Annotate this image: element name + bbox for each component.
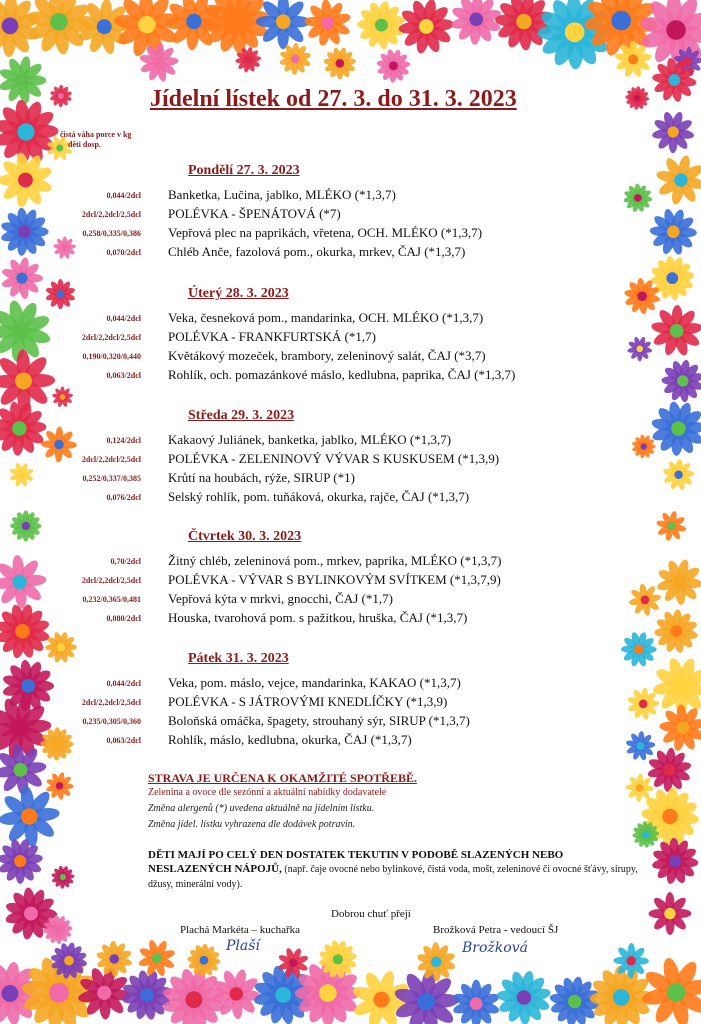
- menu-row: [0, 432, 701, 450]
- portion-size: 0,044/2dcl: [106, 191, 141, 200]
- portion-size: 0,190/0,320/0,440: [82, 352, 141, 361]
- portion-size: 2dcl/2,2dcl/2,5dcl: [81, 210, 141, 219]
- weight-note-line1: čistá váha porce v kg: [60, 130, 132, 139]
- menu-row: [0, 367, 701, 385]
- menu-row: [0, 244, 701, 262]
- menu-row: [0, 553, 701, 571]
- dish-text: Vepřová plec na paprikách, vřetena, OCH. MLÉKO (*1,3,7): [168, 225, 483, 240]
- dish-text: POLÉVKA - VÝVAR S BYLINKOVÝM SVÍTKEM (*1,3,7,9): [168, 572, 501, 587]
- portion-size: 0,258/0,335/0,386: [82, 229, 141, 238]
- portion-size: 0,080/2dcl: [106, 614, 141, 623]
- menu-row: [0, 675, 701, 693]
- footer-line-1: Zelenina a ovoce dle sezónní a aktuální nabídky dodavatele: [148, 787, 387, 798]
- menu-row: [0, 225, 701, 243]
- day-title: Čtvrtek 30. 3. 2023: [188, 529, 302, 544]
- menu-row: [0, 187, 701, 205]
- day-title: Pondělí 27. 3. 2023: [188, 163, 300, 178]
- menu-row: [0, 489, 701, 507]
- drinks-note-rest: (např. čaje ovocné nebo bylinkové, čistá voda, mošt, zeleninové či ovocné šťávy, sirupy, džusy, minerální vody).: [148, 864, 638, 890]
- menu-row: [0, 470, 701, 488]
- dish-text: Rohlík, och. pomazánkové máslo, kedlubna, paprika, ČAJ (*1,3,7): [168, 367, 516, 382]
- dish-text: Krůtí na houbách, rýže, SIRUP (*1): [168, 470, 355, 485]
- menu-row: [0, 572, 701, 590]
- portion-size: 0,063/2dcl: [106, 371, 141, 380]
- portion-size: 0,70/2dcl: [110, 557, 141, 566]
- portion-size: 0,044/2dcl: [106, 314, 141, 323]
- dish-text: Boloňská omáčka, špagety, strouhaný sýr, SIRUP (*1,3,7): [168, 713, 470, 728]
- portion-size: 0,235/0,305/0,360: [82, 717, 141, 726]
- menu-row: [0, 694, 701, 712]
- dish-text: Selský rohlík, pom. tuňáková, okurka, rajče, ČAJ (*1,3,7): [168, 489, 470, 504]
- dish-text: Žitný chléb, zeleninová pom., mrkev, paprika, MLÉKO (*1,3,7): [168, 553, 502, 568]
- weight-note: [60, 130, 131, 150]
- page-title: Jídelní lístek od 27. 3. do 31. 3. 2023: [150, 86, 517, 112]
- portion-size: 0,063/2dcl: [106, 736, 141, 745]
- manager-signature: Brožková: [462, 940, 528, 956]
- manager-name: Brožková Petra - vedoucí ŠJ: [433, 924, 559, 936]
- portion-size: 0,252/0,337/0,385: [82, 474, 141, 483]
- cook-name: Plachá Markéta – kuchařka: [180, 924, 301, 936]
- dish-text: Vepřová kýta v mrkvi, gnocchi, ČAJ (*1,7): [168, 591, 393, 606]
- portion-size: 2dcl/2,2dcl/2,5dcl: [81, 576, 141, 585]
- menu-row: [0, 591, 701, 609]
- dish-text: Veka, česneková pom., mandarinka, OCH. MLÉKO (*1,3,7): [168, 310, 484, 325]
- day-title: Pátek 31. 3. 2023: [188, 651, 289, 666]
- menu-row: [0, 329, 701, 347]
- menu-row: [0, 206, 701, 224]
- portion-size: 2dcl/2,2dcl/2,5dcl: [81, 455, 141, 464]
- dish-text: POLÉVKA - FRANKFURTSKÁ (*1,7): [168, 329, 376, 344]
- menu-row: [0, 610, 701, 628]
- day-title: Středa 29. 3. 2023: [188, 408, 295, 423]
- dish-text: POLÉVKA - S JÁTROVÝMI KNEDLÍČKY (*1,3,9): [168, 694, 448, 709]
- portion-size: 2dcl/2,2dcl/2,5dcl: [81, 333, 141, 342]
- portion-size: 0,076/2dcl: [106, 493, 141, 502]
- menu-row: [0, 713, 701, 731]
- weight-note-line2: děti dosp.: [68, 140, 101, 149]
- portion-size: 2dcl/2,2dcl/2,5dcl: [81, 698, 141, 707]
- day-title: Úterý 28. 3. 2023: [188, 286, 289, 301]
- dish-text: Květákový mozeček, brambory, zeleninový salát, ČAJ (*3,7): [168, 348, 486, 363]
- portion-size: 0,232/0,365/0,481: [82, 595, 141, 604]
- menu-row: [0, 310, 701, 328]
- greeting: Dobrou chuť přejí: [331, 908, 411, 920]
- dish-text: Banketka, Lučina, jablko, MLÉKO (*1,3,7): [168, 187, 396, 202]
- drinks-note: [148, 848, 638, 892]
- menu-row: [0, 732, 701, 750]
- cook-signature: Plaší: [226, 938, 260, 954]
- footer-line-2: Změna alergenů (*) uvedena aktuálně na jídelním lístku.: [148, 803, 375, 814]
- portion-size: 0,044/2dcl: [106, 679, 141, 688]
- dish-text: Kakaový Juliánek, banketka, jablko, MLÉKO (*1,3,7): [168, 432, 452, 447]
- dish-text: Chléb Anče, fazolová pom., okurka, mrkev, ČAJ (*1,3,7): [168, 244, 466, 259]
- dish-text: Veka, pom. máslo, vejce, mandarinka, KAKAO (*1,3,7): [168, 675, 461, 690]
- menu-row: [0, 348, 701, 366]
- portion-size: 0,070/2dcl: [106, 248, 141, 257]
- menu-row: [0, 451, 701, 469]
- dish-text: Houska, tvarohová pom. s pažitkou, hruška, ČAJ (*1,3,7): [168, 610, 468, 625]
- portion-size: 0,124/2dcl: [106, 436, 141, 445]
- dish-text: Rohlík, máslo, kedlubna, okurka, ČAJ (*1,3,7): [168, 732, 412, 747]
- drinks-note-bold: DĚTI MAJÍ PO CELÝ DEN DOSTATEK TEKUTIN V PODOBĚ SLAZENÝCH NEBO NESLAZENÝCH NÁPOJŮ,: [148, 849, 564, 875]
- footer-line-3: Změna jídel. lístku vyhrazena dle dodávek potravin.: [148, 819, 356, 830]
- footer-headline: STRAVA JE URČENA K OKAMŽITÉ SPOTŘEBĚ.: [148, 771, 417, 785]
- dish-text: POLÉVKA - ŠPENÁTOVÁ (*7): [168, 206, 341, 221]
- dish-text: POLÉVKA - ZELENINOVÝ VÝVAR S KUSKUSEM (*1,3,9): [168, 451, 500, 466]
